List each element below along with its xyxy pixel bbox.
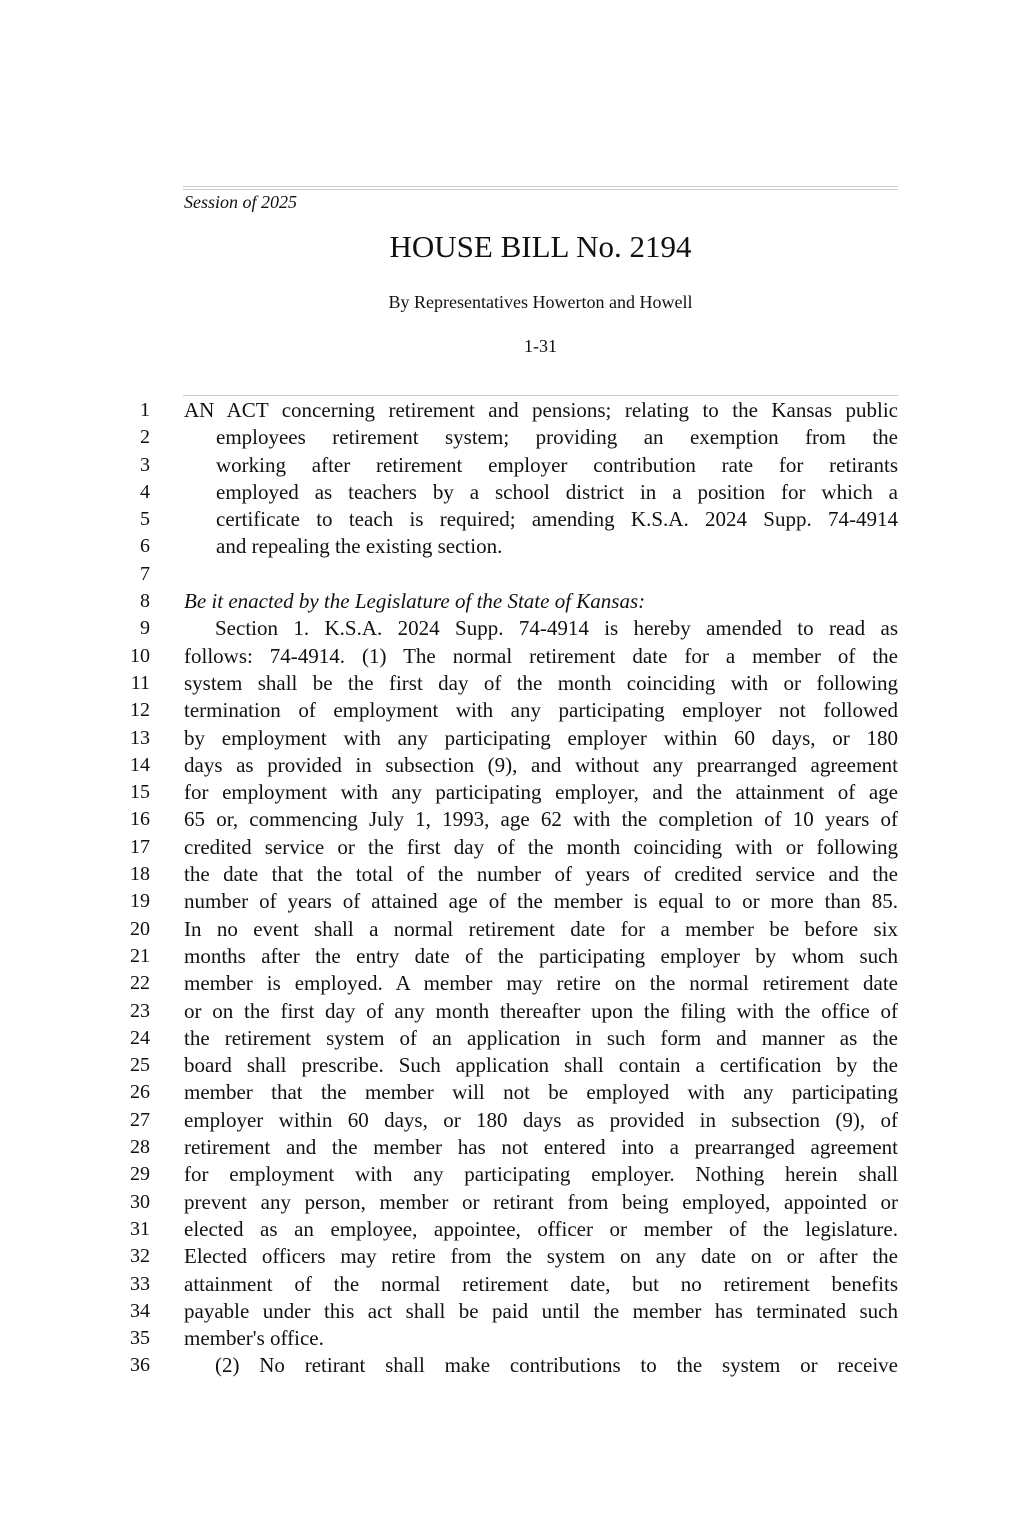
text-line xyxy=(0,834,1024,861)
line-number: 3 xyxy=(140,453,150,476)
header-bottom-rule xyxy=(183,395,898,396)
text-line xyxy=(0,1161,1024,1188)
line-text: member that the member will not be employed with any participating xyxy=(184,1080,898,1105)
text-line xyxy=(0,970,1024,997)
text-line xyxy=(0,697,1024,724)
line-number: 6 xyxy=(140,535,150,558)
line-number: 11 xyxy=(130,671,150,694)
text-line xyxy=(0,888,1024,915)
text-line xyxy=(0,397,1024,424)
text-line xyxy=(0,670,1024,697)
line-text: for employment with any participating employer. Nothing herein shall xyxy=(184,1162,898,1187)
bill-text xyxy=(0,397,1024,1380)
line-text: months after the entry date of the participating employer by whom such xyxy=(184,943,898,968)
line-text: (2) No retirant shall make contributions to the system or receive xyxy=(215,1353,898,1378)
text-line xyxy=(0,533,1024,560)
line-text: elected as an employee, appointee, officer or member of the legislature. xyxy=(184,1216,898,1241)
line-text: credited service or the first day of the month coinciding with or following xyxy=(184,834,898,859)
line-number: 25 xyxy=(130,1054,150,1077)
line-text: retirement and the member has not entered into a prearranged agreement xyxy=(184,1135,898,1160)
text-line xyxy=(0,1079,1024,1106)
line-text: and repealing the existing section. xyxy=(216,534,503,559)
text-line xyxy=(0,752,1024,779)
text-line xyxy=(0,1298,1024,1325)
line-text: board shall prescribe. Such application shall contain a certification by the xyxy=(184,1053,898,1078)
line-number: 1 xyxy=(140,399,150,421)
line-number: 10 xyxy=(130,644,150,667)
line-number: 21 xyxy=(130,944,150,967)
line-number: 5 xyxy=(140,508,150,531)
text-line xyxy=(0,943,1024,970)
line-number: 32 xyxy=(130,1245,150,1268)
line-number: 36 xyxy=(130,1354,150,1377)
line-text: number of years of attained age of the member is equal to or more than 85. xyxy=(184,889,898,914)
text-line xyxy=(0,806,1024,833)
line-number: 22 xyxy=(130,972,150,995)
line-text: follows: 74-4914. (1) The normal retirement date for a member of the xyxy=(184,643,898,668)
line-number: 20 xyxy=(130,917,150,940)
line-number: 28 xyxy=(130,1136,150,1159)
line-text: termination of employment with any participating employer not followed xyxy=(184,698,898,723)
line-text: employer within 60 days, or 180 days as provided in subsection (9), of xyxy=(184,1107,898,1132)
text-line xyxy=(0,1189,1024,1216)
line-number: 31 xyxy=(130,1217,150,1240)
line-number: 7 xyxy=(140,562,150,585)
line-number: 14 xyxy=(130,753,150,776)
line-text: attainment of the normal retirement date, but no retirement benefits xyxy=(184,1271,898,1296)
line-number: 23 xyxy=(130,999,150,1022)
text-line xyxy=(0,479,1024,506)
line-number: 13 xyxy=(130,726,150,749)
text-line xyxy=(0,588,1024,615)
line-text: member is employed. A member may retire on the normal retirement date xyxy=(184,971,898,996)
line-number: 17 xyxy=(130,835,150,858)
text-line xyxy=(0,1243,1024,1270)
line-text: employed as teachers by a school district in a position for which a xyxy=(216,479,898,504)
text-line xyxy=(0,998,1024,1025)
text-line xyxy=(0,1325,1024,1352)
bill-title: HOUSE BILL No. 2194 xyxy=(389,229,692,264)
line-text: by employment with any participating employer within 60 days, or 180 xyxy=(184,725,898,750)
line-number: 12 xyxy=(130,699,150,722)
line-number: 18 xyxy=(130,863,150,886)
line-text: employees retirement system; providing an exemption from the xyxy=(216,425,898,450)
line-number: 2 xyxy=(140,426,150,449)
line-number: 4 xyxy=(140,480,150,503)
text-line xyxy=(0,1271,1024,1298)
line-number: 27 xyxy=(130,1108,150,1131)
text-line xyxy=(0,1052,1024,1079)
text-line xyxy=(0,452,1024,479)
introduction-date: 1-31 xyxy=(524,336,557,356)
line-text: member's office. xyxy=(184,1326,324,1351)
line-number: 19 xyxy=(130,890,150,913)
line-text: system shall be the first day of the month coinciding with or following xyxy=(184,670,898,695)
line-text: working after retirement employer contribution rate for retirants xyxy=(216,452,898,477)
line-number: 26 xyxy=(130,1081,150,1104)
line-text: In no event shall a normal retirement date for a member be before six xyxy=(184,916,898,941)
line-text: certificate to teach is required; amending K.S.A. 2024 Supp. 74-4914 xyxy=(216,507,898,532)
line-number: 29 xyxy=(130,1163,150,1186)
text-line xyxy=(0,615,1024,642)
line-text: Elected officers may retire from the system on any date on or after the xyxy=(184,1244,898,1269)
session-label: Session of 2025 xyxy=(184,192,298,212)
line-text: AN ACT concerning retirement and pensions; relating to the Kansas public xyxy=(184,398,898,422)
text-line xyxy=(0,1107,1024,1134)
line-number: 30 xyxy=(130,1190,150,1213)
line-text: the date that the total of the number of years of credited service and the xyxy=(184,862,898,887)
line-number: 35 xyxy=(130,1327,150,1350)
text-line xyxy=(0,506,1024,533)
line-number: 34 xyxy=(130,1299,150,1322)
line-number: 9 xyxy=(140,617,150,640)
line-number: 24 xyxy=(130,1026,150,1049)
text-line xyxy=(0,1216,1024,1243)
text-line xyxy=(0,1352,1024,1379)
text-line xyxy=(0,561,1024,588)
line-text: for employment with any participating employer, and the attainment of age xyxy=(184,780,898,805)
line-text: prevent any person, member or retirant from being employed, appointed or xyxy=(184,1189,898,1214)
line-text: 65 or, commencing July 1, 1993, age 62 with the completion of 10 years of xyxy=(184,807,898,832)
text-line xyxy=(0,1025,1024,1052)
line-text: payable under this act shall be paid until the member has terminated such xyxy=(184,1298,898,1323)
enacting-clause: Be it enacted by the Legislature of the State of Kansas: xyxy=(184,589,646,614)
line-text: days as provided in subsection (9), and without any prearranged agreement xyxy=(184,752,898,777)
sponsors-line: By Representatives Howerton and Howell xyxy=(388,292,693,312)
line-number: 33 xyxy=(130,1272,150,1295)
line-text: the retirement system of an application in such form and manner as the xyxy=(184,1025,898,1050)
line-text: Section 1. K.S.A. 2024 Supp. 74-4914 is hereby amended to read as xyxy=(215,616,898,641)
line-text: or on the first day of any month thereafter upon the filing with the office of xyxy=(184,998,898,1023)
line-number: 16 xyxy=(130,808,150,831)
line-number: 8 xyxy=(140,590,150,613)
line-number: 15 xyxy=(130,781,150,804)
text-line xyxy=(0,643,1024,670)
text-line xyxy=(0,861,1024,888)
text-line xyxy=(0,916,1024,943)
text-line xyxy=(0,1134,1024,1161)
text-line xyxy=(0,779,1024,806)
text-line xyxy=(0,725,1024,752)
text-line xyxy=(0,424,1024,451)
